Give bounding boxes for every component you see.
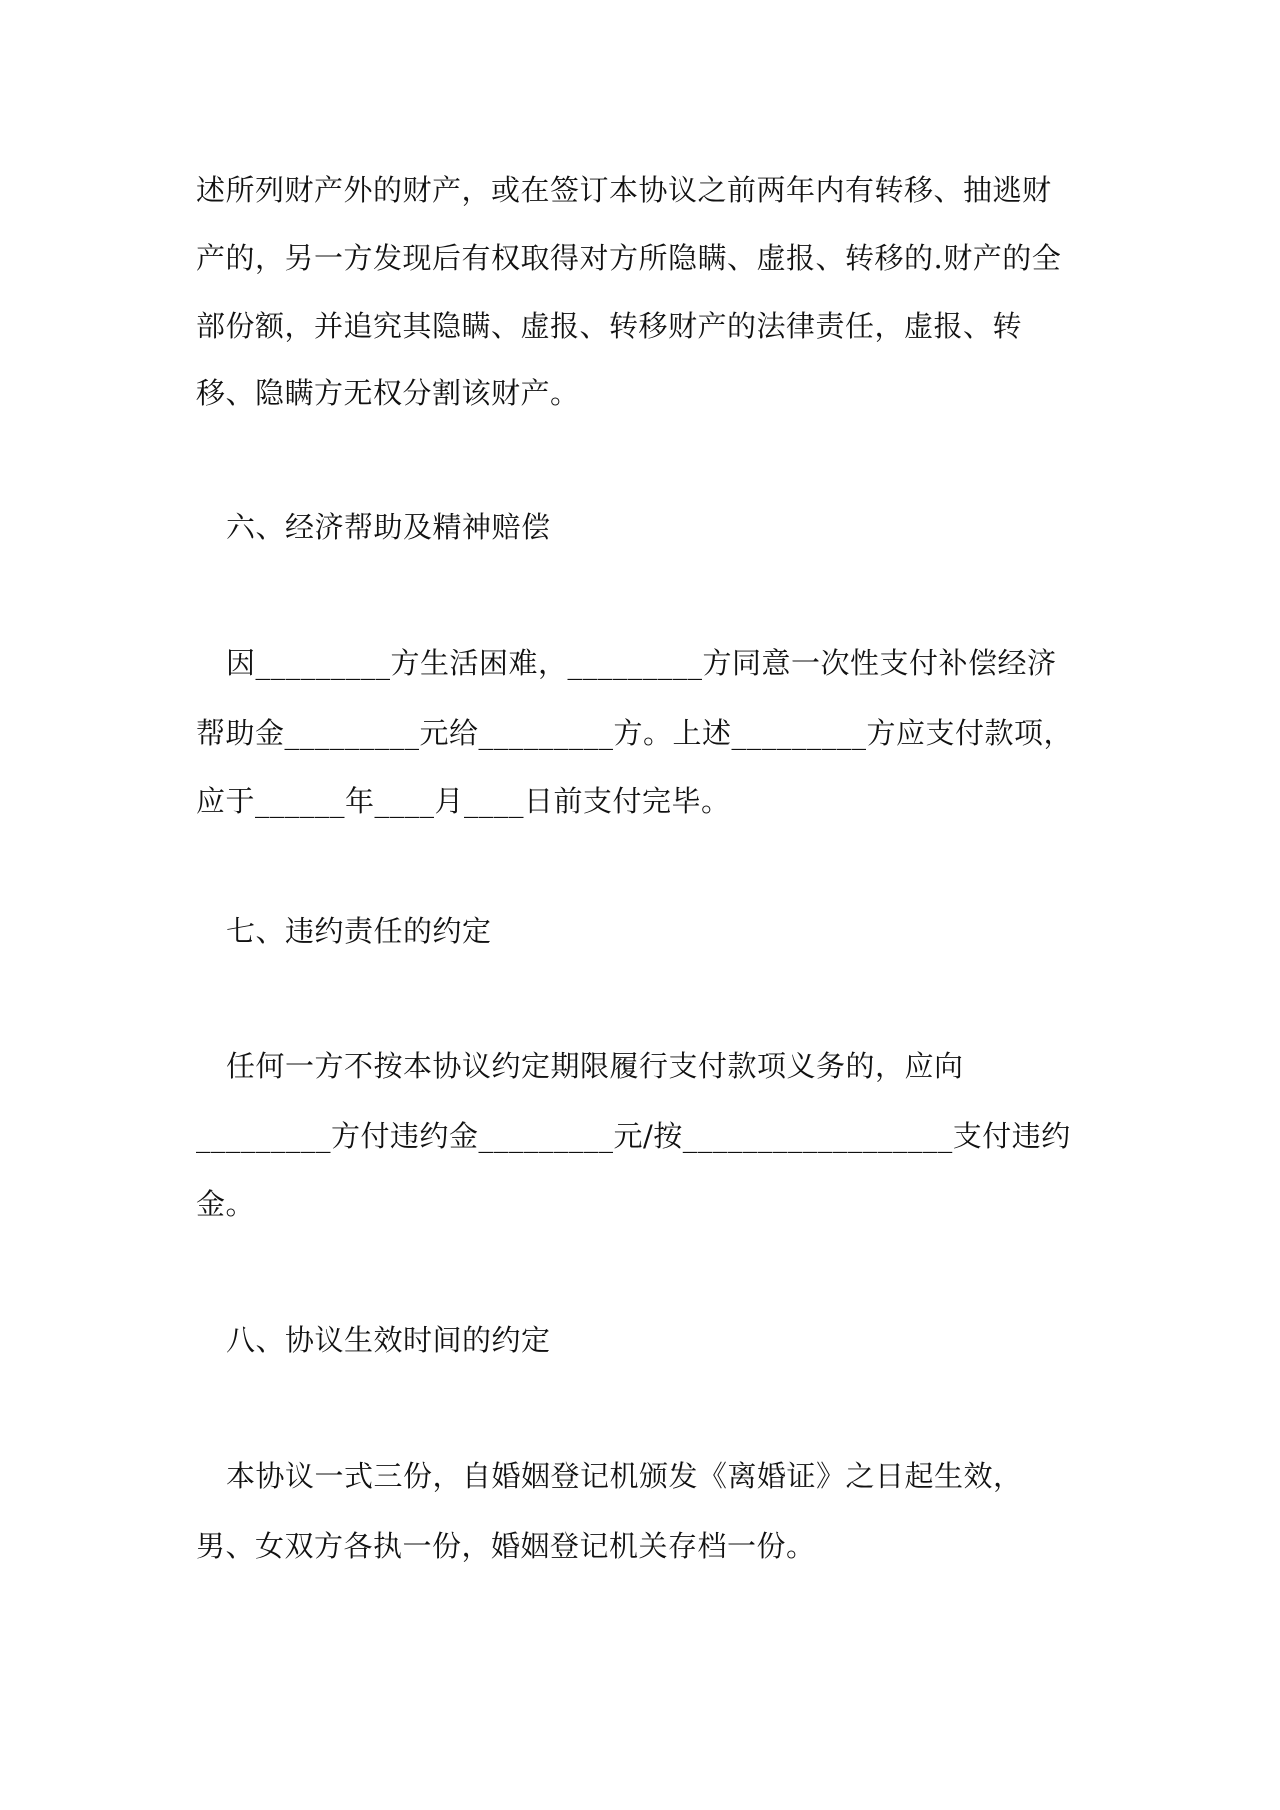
paragraph-line: 因_________方生活困难，_________方同意一次性支付补偿经济 bbox=[226, 646, 1057, 680]
paragraph-line: 本协议一式三份，自婚姻登记机颁发《离婚证》之日起生效， bbox=[226, 1459, 1023, 1493]
paragraph-line: 产的，另一方发现后有权取得对方所隐瞒、虚报、转移的.财产的全 bbox=[196, 241, 1062, 275]
paragraph-line: 应于______年____月____日前支付完毕。 bbox=[196, 784, 731, 818]
paragraph-line: 帮助金_________元给_________方。上述_________方应支付款项， bbox=[196, 716, 1074, 750]
paragraph-line: 移、隐瞒方无权分割该财产。 bbox=[196, 376, 580, 410]
section-heading: 七、违约责任的约定 bbox=[226, 914, 492, 948]
section-heading: 六、经济帮助及精神赔偿 bbox=[226, 510, 551, 544]
paragraph-line: 男、女双方各执一份，婚姻登记机关存档一份。 bbox=[196, 1529, 816, 1563]
paragraph-line: _________方付违约金_________元/按__________________支付违约 bbox=[196, 1119, 1071, 1153]
section-heading: 八、协议生效时间的约定 bbox=[226, 1323, 551, 1357]
paragraph-line: 任何一方不按本协议约定期限履行支付款项义务的，应向 bbox=[226, 1049, 964, 1083]
paragraph-line: 述所列财产外的财产，或在签订本协议之前两年内有转移、抽逃财 bbox=[196, 173, 1052, 207]
paragraph-line: 金。 bbox=[196, 1187, 256, 1221]
paragraph-line: 部份额，并追究其隐瞒、虚报、转移财产的法律责任，虚报、转 bbox=[196, 309, 1023, 343]
